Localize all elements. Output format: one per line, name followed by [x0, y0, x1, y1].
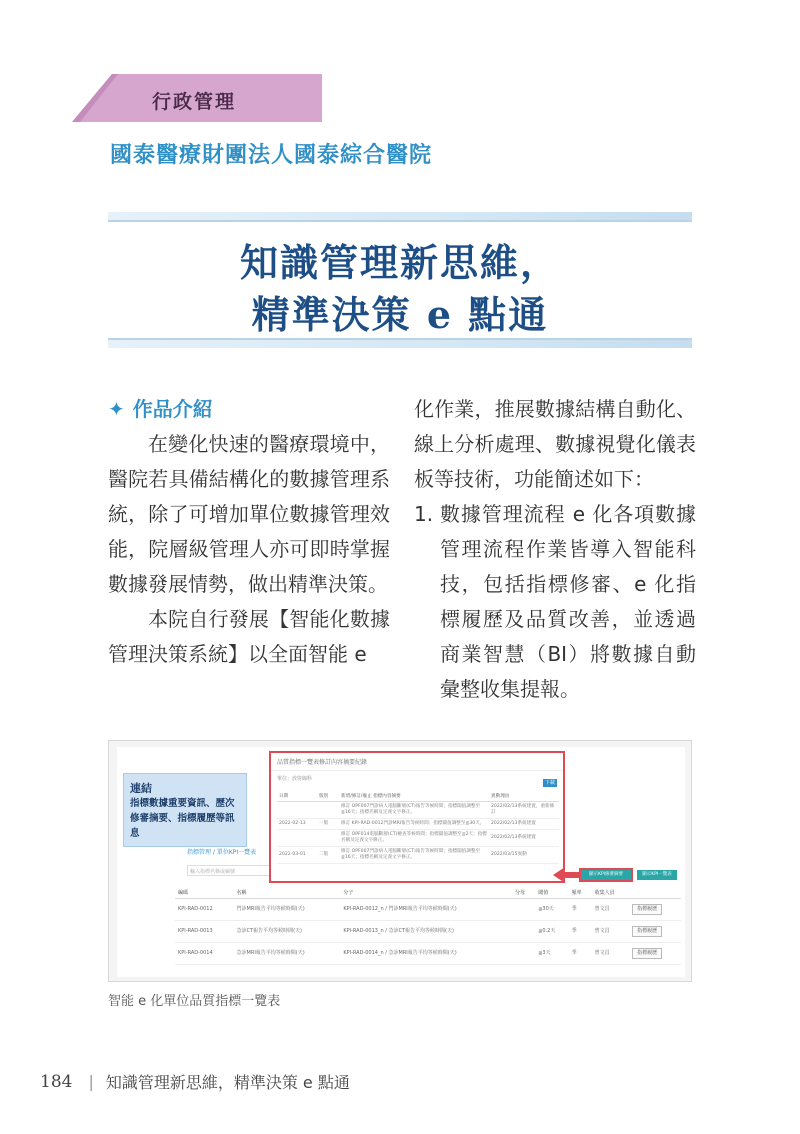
callout-heading: 連結: [130, 782, 152, 795]
cell-code: KPI-RAD-0013: [175, 921, 234, 943]
cell-version: 二版: [317, 847, 339, 864]
modal-unit: 單位：放射線科: [277, 776, 313, 782]
category-label: 行政管理: [152, 91, 237, 113]
col-frequency: 頻率: [569, 887, 592, 899]
footer-separator: |: [88, 1072, 94, 1091]
col-collector: 收集人員: [592, 887, 629, 899]
col-date: 日期: [277, 791, 317, 802]
left-column: [108, 392, 390, 672]
cell-denominator: [512, 899, 535, 921]
cell-summary: 修訂 OPF007門診病人電腦斷層(CT)報告等候時間；指標閾值調整至≦16天；指標名稱及定義文字修正。: [339, 802, 489, 819]
cell-frequency: 季: [569, 899, 592, 921]
kpi-table-header: [175, 887, 681, 899]
col-name: 名稱: [234, 887, 341, 899]
cell-reason: 2022/02/13系統建置，重新修訂: [489, 802, 559, 819]
hospital-name: 國泰醫療財團法人國泰綜合醫院: [110, 143, 433, 168]
cell-numerator: KPI-RAD-0012_n / 門診MRI報告平均等候時間(天): [340, 899, 512, 921]
col-code: 編碼: [175, 887, 234, 899]
cell-action: [629, 943, 681, 965]
col-denominator: 分母: [512, 887, 535, 899]
revision-table-header: [277, 791, 559, 802]
page-number: 184: [40, 1071, 73, 1092]
list-item: [414, 497, 696, 707]
table-row: [277, 819, 559, 830]
callout-box: [123, 773, 247, 847]
cell-denominator: [512, 943, 535, 965]
cell-threshold: ≦30天: [535, 899, 568, 921]
col-numerator: 分子: [340, 887, 512, 899]
cell-collector: 曾文昌: [592, 899, 629, 921]
section-heading-text: 作品介紹: [132, 397, 213, 421]
figure-caption: 智能 e 化單位品質指標一覽表: [108, 994, 281, 1009]
revision-table: [277, 791, 559, 864]
kpi-table: [175, 887, 681, 965]
col-summary: 新增/修訂/廢止 指標內容摘要: [339, 791, 489, 802]
cell-collector: 曾文昌: [592, 943, 629, 965]
col-reason: 異動理由: [489, 791, 559, 802]
cell-code: KPI-RAD-0012: [175, 899, 234, 921]
cell-summary: 修訂 OPF014電腦斷層(CT)檢查等候時間；指標閾值調整至≦2天；指標名稱及定義文字修正。: [339, 830, 489, 847]
cell-numerator: KPI-RAD-0013_n / 急診CT報告平均等候時間(天): [340, 921, 512, 943]
callout-line: 修審摘要、指標履歷等訊息: [130, 813, 235, 839]
cell-reason: 2022/03/15異動: [489, 847, 559, 864]
cell-denominator: [512, 921, 535, 943]
cell-reason: 2022/02/13系統建置: [489, 830, 559, 847]
cell-date: 2022-02-13: [277, 819, 317, 830]
table-row: [175, 921, 681, 943]
table-row: [277, 830, 559, 847]
cell-threshold: ≦0.2天: [535, 921, 568, 943]
title-band-top: [108, 212, 692, 220]
page-title-line2: 精準決策 e 點通: [251, 292, 549, 337]
intro-paragraph: 在變化快速的醫療環境中，醫院若具備結構化的數據管理系統，除了可增加單位數據管理效能，院層級管理人亦可即時掌握數據發展情勢，做出精準決策。: [108, 432, 390, 596]
cell-frequency: 季: [569, 943, 592, 965]
cell-date: 2022-03-01: [277, 847, 317, 864]
col-threshold: 閾值: [535, 887, 568, 899]
title-band-bottom: [108, 340, 692, 348]
title-band-top-line: [108, 220, 692, 222]
cell-code: KPI-RAD-0014: [175, 943, 234, 965]
cell-date: [277, 830, 317, 847]
continued-paragraph: 化作業，推展數據結構自動化、線上分析處理、數據視覺化儀表板等技術，功能簡述如下：: [414, 397, 696, 491]
cell-summary: 修訂 KPI-RAD-0012門診MRI報告等候時間；指標閾值調整至≦30天。: [339, 819, 489, 830]
page-title-line1: 知識管理新思維，: [239, 240, 560, 285]
history-button[interactable]: 指標履歷: [632, 948, 662, 959]
cell-name: 急診CT報告平均等候時間(天): [234, 921, 341, 943]
cell-collector: 曾文昌: [592, 921, 629, 943]
cell-name: 急診MRI報告平均等候時間(天): [234, 943, 341, 965]
page-footer: [40, 1070, 350, 1093]
modal-title: 品質指標一覽表修訂內容摘要紀錄: [271, 753, 563, 771]
cell-reason: 2022/02/13系統建置: [489, 819, 559, 830]
table-row: [277, 802, 559, 819]
footer-title: 知識管理新思維，精準決策 e 點通: [105, 1073, 350, 1092]
system-paragraph: 本院自行發展【智能化數據管理決策系統】以全面智能 e: [108, 607, 390, 666]
cell-name: 門診MRI報告平均等候時間(天): [234, 899, 341, 921]
col-version: 版別: [317, 791, 339, 802]
sparkle-icon: ✦: [108, 397, 125, 421]
table-row: [175, 899, 681, 921]
table-row: [175, 943, 681, 965]
cell-action: [629, 899, 681, 921]
kpi-list-page: [117, 747, 685, 977]
table-row: [277, 847, 559, 864]
modal-download-button[interactable]: 下載: [544, 780, 555, 786]
cell-version: [317, 830, 339, 847]
figure-screenshot: [108, 740, 692, 982]
kpi-summary-button[interactable]: 顯示KPI修審摘要: [581, 870, 631, 880]
cell-action: [629, 921, 681, 943]
cell-threshold: ≦3天: [535, 943, 568, 965]
revision-summary-modal: [269, 751, 565, 883]
list-text: 數據管理流程 e 化各項數據管理流程作業皆導入智能科技，包括指標修審、e 化指標履歷及品質改善，並透過商業智慧（BI）將數據自動彙整收集提報。: [440, 502, 696, 701]
kpi-list-button[interactable]: 顯示KPI一覽表: [637, 870, 677, 880]
cell-version: 一版: [317, 819, 339, 830]
cell-summary: 修訂 OPF007門診病人電腦斷層(CT)報告等候時間；指標閾值調整至≦16天；指標名稱及定義文字修正。: [339, 847, 489, 864]
history-button[interactable]: 指標履歷: [632, 926, 662, 937]
cell-date: [277, 802, 317, 819]
history-button[interactable]: 指標履歷: [632, 904, 662, 915]
col-action: [629, 887, 681, 899]
cell-frequency: 季: [569, 921, 592, 943]
list-number: 1.: [414, 502, 434, 526]
right-column: [414, 392, 696, 707]
callout-line: 指標數據重要資訊、歷次: [130, 798, 235, 809]
category-tab: [72, 74, 322, 122]
cell-version: [317, 802, 339, 819]
search-input[interactable]: 輸入指標名稱或編號: [187, 865, 277, 876]
section-heading: [108, 392, 390, 427]
cell-numerator: KPI-RAD-0014_n / 急診MRI報告平均等候時間(天): [340, 943, 512, 965]
red-arrow-icon: [553, 867, 583, 883]
breadcrumb[interactable]: 指標管理 / 單位KPI一覽表: [187, 849, 257, 856]
